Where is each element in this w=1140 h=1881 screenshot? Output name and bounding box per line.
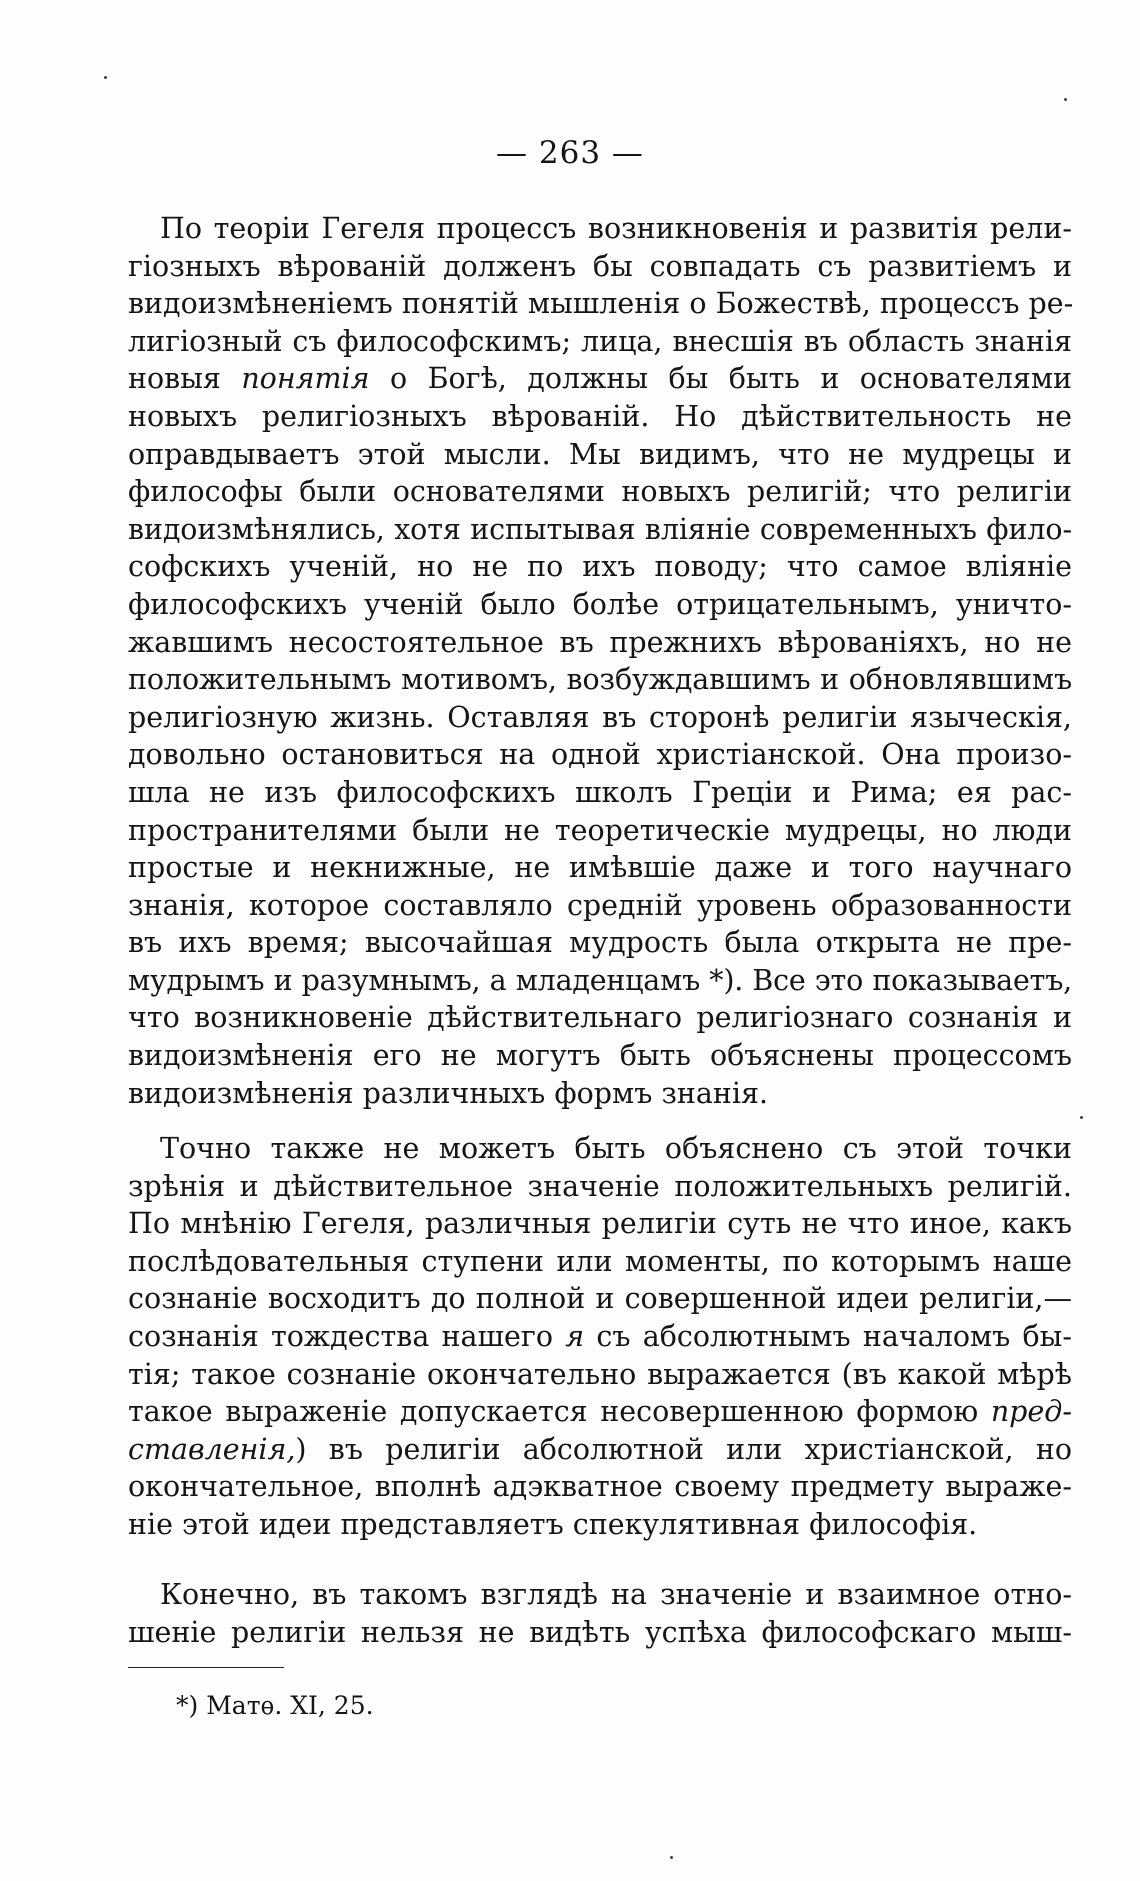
line-text: шла не изъ философскихъ школъ Греціи и Рима; ея рас- <box>128 775 1072 809</box>
text-line <box>128 812 1072 850</box>
text-line <box>128 1075 1072 1113</box>
text-line <box>128 1205 1072 1243</box>
text-line <box>128 1318 1072 1356</box>
text-line <box>128 1468 1072 1506</box>
text-line <box>128 924 1072 962</box>
line-text: тія; такое сознаніе окончательно выражается (въ какой мѣрѣ <box>128 1357 1072 1391</box>
text-line <box>128 1614 1072 1652</box>
line-text: видоизмѣненіемъ понятій мышленія о Божествѣ, процессъ ре- <box>128 287 1074 321</box>
line-text: въ ихъ время; высочайшая мудрость была открыта не пре- <box>128 926 1072 960</box>
line-text: о Богѣ, должны бы быть и основателями <box>369 362 1073 396</box>
text-line <box>128 1243 1072 1281</box>
line-text: новыя <box>128 362 242 396</box>
line-text: лигіозный съ философскимъ; лица, внесшія въ область знанія <box>128 324 1072 358</box>
line-text: простые и некнижные, не имѣвшіе даже и того научнаго <box>128 851 1072 885</box>
line-text: пространителями были не теоретическіе мудрецы, но люди <box>128 813 1072 847</box>
line-text: оправдываетъ этой мысли. Мы видимъ, что не мудрецы и <box>128 437 1072 471</box>
paragraph <box>128 1576 1072 1651</box>
line-text: Точно также не можетъ быть объяснено съ этой точки <box>160 1132 1072 1165</box>
italic-term: пред- <box>990 1395 1072 1429</box>
text-line <box>128 736 1072 774</box>
text-line <box>128 360 1072 398</box>
print-speck <box>1064 98 1067 101</box>
text-line <box>128 586 1072 624</box>
line-text: мудрымъ и разумнымъ, а младенцамъ *). Все это показываетъ, <box>128 963 1072 997</box>
text-line <box>128 1130 1072 1168</box>
text-line <box>128 887 1072 925</box>
line-text: видоизмѣненія различныхъ формъ знанія. <box>128 1076 769 1110</box>
line-text: сознаніе восходитъ до полной и совершенной идеи религіи,— <box>128 1282 1072 1316</box>
text-line <box>128 473 1072 511</box>
line-text: жавшимъ несостоятельное въ прежнихъ вѣрованіяхъ, но не <box>128 625 1072 659</box>
text-line <box>128 1431 1072 1469</box>
text-line <box>128 1356 1072 1394</box>
paragraph <box>128 1130 1072 1544</box>
italic-term: я <box>565 1319 585 1353</box>
text-line <box>128 962 1072 1000</box>
line-text: Конечно, въ такомъ взглядѣ на значеніе и взаимное отно- <box>160 1578 1072 1611</box>
text-line <box>128 548 1072 586</box>
line-text: что возникновеніе дѣйствительнаго религіознаго сознанія и <box>128 1001 1072 1035</box>
line-text: религіозную жизнь. Оставляя въ сторонѣ религіи языческія, <box>128 700 1072 734</box>
text-line <box>128 436 1072 474</box>
text-line <box>128 1506 1072 1544</box>
text-line <box>128 210 1072 248</box>
line-text: знанія, которое составляло средній уровень образованности <box>128 888 1072 922</box>
text-line <box>128 1576 1072 1614</box>
line-text: довольно остановиться на одной христіанской. Она произо- <box>128 738 1072 772</box>
line-text: философскихъ ученій было болѣе отрицательнымъ, уничто- <box>128 587 1072 621</box>
text-line <box>128 1393 1072 1431</box>
line-text: съ абсолютнымъ началомъ бы- <box>584 1319 1072 1353</box>
line-text: видоизмѣненія его не могутъ быть объяснены процессомъ <box>128 1039 1072 1073</box>
print-speck <box>1080 1116 1083 1119</box>
line-text: такое выраженіе допускается несовершенною формою <box>128 1395 991 1429</box>
line-text: положительнымъ мотивомъ, возбуждавшимъ и обновлявшимъ <box>128 663 1072 697</box>
line-text: ніе этой идеи представляетъ спекулятивная философія. <box>128 1507 978 1541</box>
text-line <box>128 849 1072 887</box>
text-line <box>128 699 1072 737</box>
italic-term: понятія <box>241 362 370 396</box>
paragraph <box>128 210 1072 1112</box>
italic-term: ставленія, <box>128 1432 296 1466</box>
line-text: окончательное, вполнѣ адэкватное своему предмету выраже- <box>128 1470 1072 1504</box>
text-line <box>128 1037 1072 1075</box>
line-text: ) въ религіи абсолютной или христіанской, но <box>295 1432 1072 1466</box>
line-text: видоизмѣнялись, хотя испытывая вліяніе современныхъ фило- <box>128 512 1072 546</box>
line-text: шеніе религіи нельзя не видѣть успѣха философскаго мыш- <box>128 1615 1072 1649</box>
print-speck <box>104 76 107 79</box>
text-line <box>128 774 1072 812</box>
line-text: По мнѣнію Гегеля, различныя религіи суть не что иное, какъ <box>128 1207 1072 1241</box>
line-text: послѣдовательныя ступени или моменты, по которымъ наше <box>128 1244 1072 1278</box>
line-text: зрѣнія и дѣйствительное значеніе положительныхъ религій. <box>128 1169 1072 1203</box>
text-line <box>128 248 1072 286</box>
line-text: софскихъ ученій, но не по ихъ поводу; что самое вліяніе <box>128 550 1072 584</box>
text-line <box>128 624 1072 662</box>
footnote: *) Матѳ. XI, 25. <box>176 1691 374 1720</box>
line-text: сознанія тождества нашего <box>128 1319 566 1353</box>
text-line <box>128 1280 1072 1318</box>
text-line <box>128 511 1072 549</box>
line-text: новыхъ религіозныхъ вѣрованій. Но дѣйствительность не <box>128 399 1072 433</box>
text-line <box>128 323 1072 361</box>
text-line <box>128 398 1072 436</box>
text-line <box>128 1168 1072 1206</box>
text-line <box>128 999 1072 1037</box>
page-number: — 263 — <box>496 135 644 171</box>
line-text: По теоріи Гегеля процессъ возникновенія и развитія рели- <box>160 212 1072 245</box>
line-text: философы были основателями новыхъ религій; что религіи <box>128 475 1072 509</box>
line-text: гіозныхъ вѣрованій долженъ бы совпадать съ развитіемъ и <box>128 249 1072 283</box>
footnote-divider <box>128 1667 284 1668</box>
print-speck <box>670 1856 673 1859</box>
text-line <box>128 661 1072 699</box>
text-line <box>128 285 1072 323</box>
